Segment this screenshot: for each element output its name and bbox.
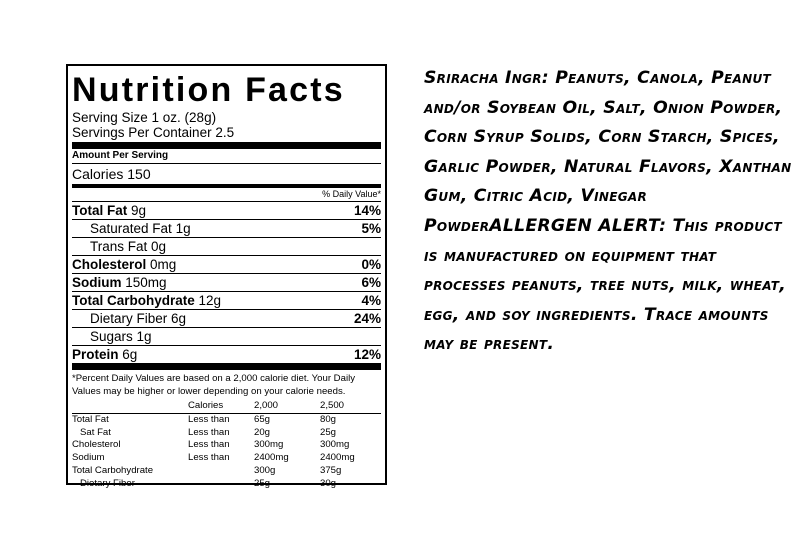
table-cell: Dietary Fiber xyxy=(80,477,135,489)
calories-label: Calories xyxy=(72,166,124,182)
footnote-text: *Percent Daily Values are based on a 2,000 calorie diet. Your Daily Values may be higher or lower depending on your calorie needs. xyxy=(72,373,356,397)
calories-row xyxy=(72,164,381,184)
table-cell xyxy=(72,400,188,413)
table-cell: Less than xyxy=(188,452,230,464)
nutrient-amount: 1g xyxy=(175,221,191,236)
nutrient-row-dietary-fiber xyxy=(72,310,381,328)
table-cell: Sodium xyxy=(72,452,105,464)
table-cell: 2,000 xyxy=(254,400,320,413)
table-cell: 300g xyxy=(254,464,276,476)
table-row xyxy=(72,439,381,452)
table-cell xyxy=(188,465,254,478)
nutrient-row-protein xyxy=(72,346,381,363)
table-row xyxy=(72,465,381,478)
table-cell: 300mg xyxy=(320,439,350,451)
table-row xyxy=(72,413,381,426)
nutrient-row-total-fat xyxy=(72,202,381,220)
table-cell: Less than xyxy=(188,426,230,438)
serving-size: Serving Size 1 oz. (28g) xyxy=(72,110,217,125)
nutrient-name: Protein xyxy=(72,347,119,362)
nutrient-row-cholesterol xyxy=(72,256,381,274)
nutrient-amount: 6g xyxy=(171,311,187,326)
nutrition-title: Nutrition Facts xyxy=(72,71,345,109)
table-cell: Cholesterol xyxy=(72,439,121,451)
table-cell: 20g xyxy=(254,426,271,438)
nutrient-row-trans-fat xyxy=(72,238,381,256)
table-cell: Sat Fat xyxy=(80,426,111,438)
nutrient-pct: 0% xyxy=(361,257,381,272)
footnote xyxy=(72,370,381,491)
nutrient-name: Trans Fat xyxy=(90,239,148,254)
nutrient-name: Sugars xyxy=(90,329,133,344)
table-row xyxy=(72,452,381,465)
daily-value-header: % Daily Value* xyxy=(72,188,381,202)
table-cell: Less than xyxy=(188,413,230,425)
table-cell: 375g xyxy=(320,464,342,476)
table-row xyxy=(72,427,381,440)
nutrient-amount: 150mg xyxy=(125,275,167,290)
servings-per-container: Servings Per Container 2.5 xyxy=(72,125,235,140)
table-cell xyxy=(188,478,254,491)
table-row xyxy=(72,478,381,491)
ingredients-allergen-text: Sriracha Ingr: Peanuts, Canola, Peanut and/or Soybean Oil, Salt, Onion Powder, Corn Syrup Solids, Corn Starch, Spices, Garlic Powder, Natural Flavors, Xanthan Gum, Citric Acid, Vinegar PowderALLERGEN ALERT: This product is manufactured on equipment that processes peanuts, tree nuts, milk, wheat, egg, and soy ingredients. Trace amounts may be present. xyxy=(424,68,792,355)
table-cell: Calories xyxy=(188,400,254,413)
calories-value: 150 xyxy=(127,166,151,182)
table-cell: Total Carbohydrate xyxy=(72,464,154,476)
table-cell: Total Fat xyxy=(72,413,109,425)
nutrient-amount: 1g xyxy=(136,329,152,344)
table-cell: 25g xyxy=(254,477,271,489)
nutrient-name: Saturated Fat xyxy=(90,221,172,236)
divider-thick-bottom xyxy=(72,363,381,370)
nutrient-row-sugars xyxy=(72,328,381,346)
nutrient-amount: 0mg xyxy=(150,257,177,272)
table-cell: 80g xyxy=(320,413,337,425)
nutrient-row-total-carbohydrate xyxy=(72,292,381,310)
table-cell: 30g xyxy=(320,477,337,489)
nutrient-name: Total Fat xyxy=(72,203,128,218)
nutrient-pct: 6% xyxy=(361,275,381,290)
nutrient-pct: 24% xyxy=(353,311,381,326)
nutrient-name: Sodium xyxy=(72,275,122,290)
amount-per-serving: Amount Per Serving xyxy=(72,149,381,164)
nutrient-row-saturated-fat xyxy=(72,220,381,238)
table-cell: Less than xyxy=(188,439,230,451)
nutrient-name: Total Carbohydrate xyxy=(72,293,195,308)
nutrient-amount: 9g xyxy=(131,203,147,218)
table-cell: 2400mg xyxy=(254,452,289,464)
nutrient-pct: 4% xyxy=(361,293,381,308)
nutrient-amount: 12g xyxy=(198,293,222,308)
nutrient-pct: 14% xyxy=(353,203,381,218)
nutrient-pct: 12% xyxy=(353,347,381,362)
nutrient-name: Dietary Fiber xyxy=(90,311,168,326)
divider-thick xyxy=(72,142,381,149)
nutrient-amount: 6g xyxy=(122,347,138,362)
daily-values-table xyxy=(72,400,381,491)
table-cell: 2400mg xyxy=(320,452,355,464)
nutrient-name: Cholesterol xyxy=(72,257,147,272)
table-cell: 2,500 xyxy=(320,400,381,413)
table-header-row xyxy=(72,400,381,413)
nutrient-row-sodium xyxy=(72,274,381,292)
nutrient-amount: 0g xyxy=(151,239,167,254)
nutrient-pct: 5% xyxy=(361,221,381,236)
table-cell: 25g xyxy=(320,426,337,438)
nutrition-facts-label xyxy=(66,64,387,489)
table-cell: 65g xyxy=(254,413,271,425)
table-cell: 300mg xyxy=(254,439,284,451)
